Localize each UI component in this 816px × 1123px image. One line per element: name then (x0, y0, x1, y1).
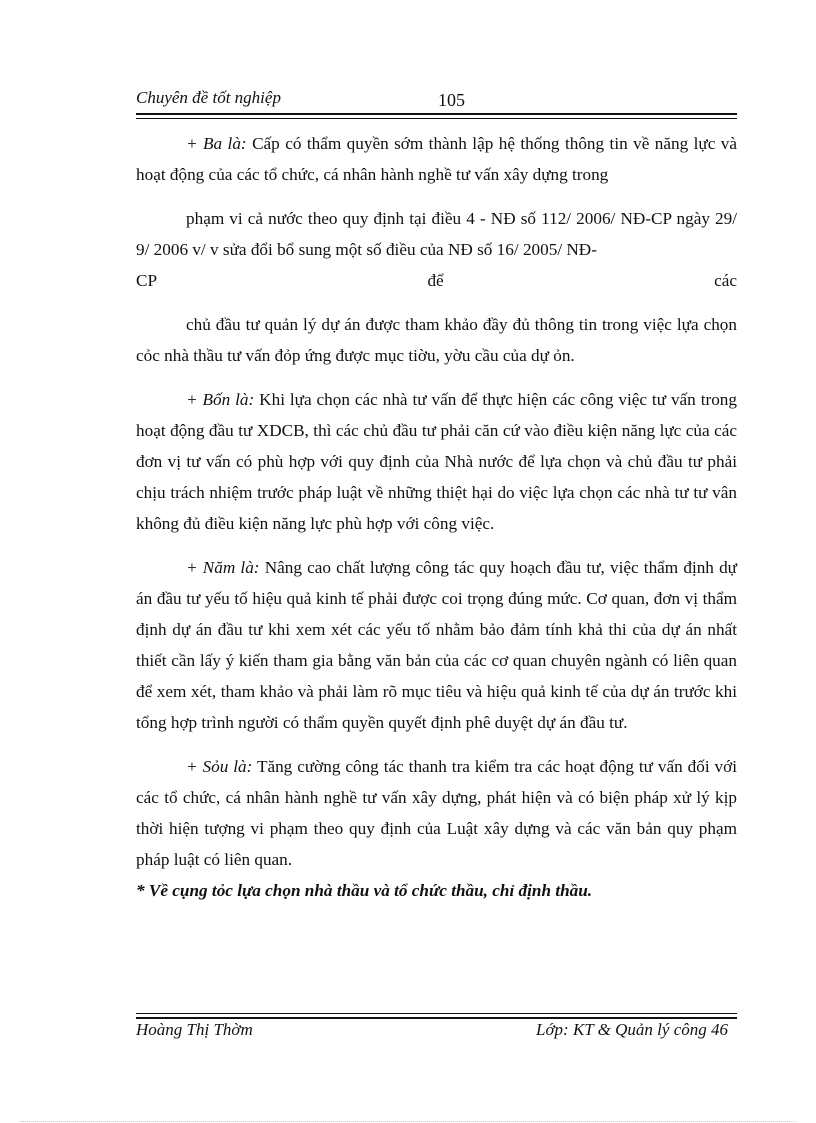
section-heading: * Về cụng tỏc lựa chọn nhà thầu và tổ chức thầu, chỉ định thầu. (136, 881, 593, 900)
spacer (136, 190, 737, 203)
footer-author: Hoàng Thị Thờm (136, 1020, 253, 1039)
spacer (136, 371, 737, 384)
page-number: 105 (438, 90, 465, 110)
paragraph-text: Khi lựa chọn các nhà tư vấn để thực hiện các công việc tư vấn trong hoạt động đầu tư XDCB, thì các chủ đầu tư phải căn cứ vào điều kiện năng lực của các đơn vị tư vấn có phù hợp với quy định của Nhà nước để lựa chọn và chủ đầu tư phải chịu trách nhiệm trước pháp luật về những thiệt hại do việc lựa chọn các nhà tư tư vân không đủ điều kiện năng lực phù hợp với công việc. (136, 390, 737, 533)
paragraph-text: Tăng cường công tác thanh tra kiểm tra các hoạt động tư vấn đối với các tổ chức, cá nhân hành nghề tư vấn xây dựng, phát hiện và có biện pháp xử lý kịp thời hiện tượng vi phạm theo quy định của Luật xây dựng và các văn bản quy phạm pháp luật có liên quan. (136, 757, 737, 869)
paragraph-continuation-2 (136, 309, 737, 371)
spacer (136, 738, 737, 751)
header-rule-thin (136, 118, 737, 119)
paragraph-ba-la (136, 128, 737, 190)
paragraph-text: Nâng cao chất lượng công tác quy hoạch đầu tư, việc thẩm định dự án đầu tư yếu tố hiệu quả kinh tế phải được coi trọng đúng mức. Cơ quan, đơn vị thẩm định dự án đầu tư khi xem xét các yếu tố nhằm bảo đảm tính khả thi của dự án nhất thiết cần lấy ý kiến tham gia bằng văn bản của các cơ quan chuyên ngành có liên quan để xem xét, tham khảo và phải làm rõ mục tiêu và hiệu quả kinh tế của dự án trước khi tổng hợp trình người có thẩm quyền quyết định phê duyệt dự án đầu tư. (136, 558, 737, 732)
footer-rule-thick (136, 1017, 737, 1019)
paragraph-text: Cấp có thẩm quyền sớm thành lập hệ thống thông tin về năng lực và hoạt động của các tổ chức, cá nhân hành nghề tư vấn xây dựng trong (136, 134, 737, 184)
paragraph-lead: + Năm là: (186, 558, 260, 577)
spacer (136, 539, 737, 552)
paragraph-lead: + Bốn là: (186, 390, 255, 409)
paragraph-lead: + Ba là: (186, 134, 247, 153)
spacer (136, 296, 737, 309)
word: CP (136, 271, 158, 290)
header-title: Chuyên đề tốt nghiệp (136, 88, 281, 107)
body-text (136, 128, 737, 906)
footer-rule-thin (136, 1013, 737, 1014)
paragraph-lead: + Sỏu là: (186, 757, 253, 776)
footer-class: Lớp: KT & Quản lý công 46 (536, 1020, 728, 1039)
paragraph-text: chủ đầu tư quản lý dự án được tham khảo đầy đủ thông tin trong việc lựa chọn cỏc nhà thầu tư vấn đỏp ứng được mục tiờu, yờu cầu của dự ỏn. (136, 315, 737, 365)
paragraph-continuation (136, 203, 737, 265)
paragraph-text: phạm vi cả nước theo quy định tại điều 4 - NĐ số 112/ 2006/ NĐ-CP ngày 29/ 9/ 2006 v/ v sửa đổi bổ sung một số điều của NĐ số 16/ 2005/ NĐ- (136, 209, 737, 259)
header-rule-thick (136, 113, 737, 115)
spread-line (136, 265, 737, 296)
page-edge (20, 1121, 796, 1122)
paragraph-bon-la (136, 384, 737, 539)
paragraph-nam-la (136, 552, 737, 738)
paragraph-sau-la (136, 751, 737, 875)
word: các (714, 271, 737, 290)
word: để (427, 271, 444, 290)
